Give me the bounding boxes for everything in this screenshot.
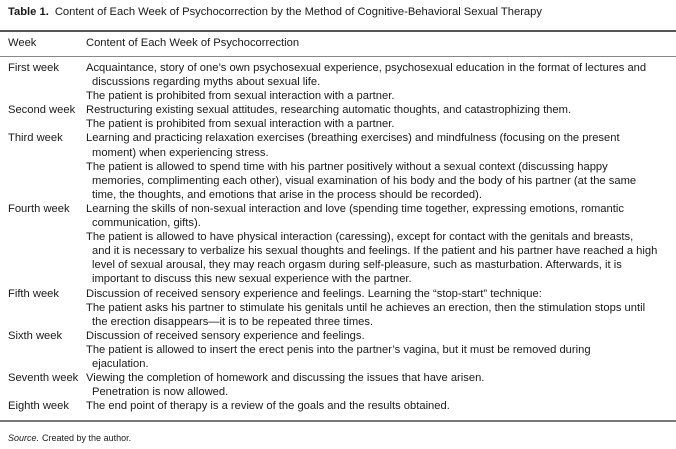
content-line: Restructuring existing sexual attitudes, researching automatic thoughts, and catastrophizing them. bbox=[86, 104, 572, 117]
content-line: Learning and practicing relaxation exercises (breathing exercises) and mindfulness (focusing on the present bbox=[86, 132, 620, 145]
week-cell: Fifth week bbox=[8, 287, 59, 300]
table-caption bbox=[8, 6, 542, 18]
content-cell bbox=[86, 131, 676, 201]
content-cell bbox=[86, 329, 676, 371]
table-row bbox=[0, 287, 676, 329]
content-paragraph bbox=[86, 399, 676, 413]
top-rule bbox=[0, 30, 676, 32]
content-line: memories, complimenting each other), visual examination of his body and the body of his partner (at the same bbox=[92, 174, 637, 187]
content-paragraph bbox=[86, 131, 676, 159]
content-cell bbox=[86, 103, 676, 131]
content-paragraph bbox=[86, 230, 676, 286]
content-paragraph bbox=[86, 202, 676, 230]
content-paragraph bbox=[86, 301, 676, 329]
content-line: The patient is allowed to spend time with his partner positively without a sexual context (discussing happy bbox=[86, 160, 608, 173]
week-cell: First week bbox=[8, 62, 59, 74]
content-line: moment) when experiencing stress. bbox=[92, 146, 269, 159]
content-line: discussions regarding myths about sexual life. bbox=[92, 76, 321, 89]
content-line: Discussion of received sensory experience and feelings. bbox=[86, 329, 365, 342]
content-line: The patient is prohibited from sexual interaction with a partner. bbox=[86, 90, 395, 103]
week-cell: Third week bbox=[8, 132, 63, 145]
week-cell: Seventh week bbox=[8, 372, 79, 385]
table-title: Content of Each Week of Psychocorrection by the Method of Cognitive-Behavioral Sexual Therapy bbox=[54, 6, 542, 18]
content-cell bbox=[86, 61, 676, 103]
bottom-rule bbox=[0, 420, 676, 422]
content-paragraph bbox=[86, 160, 676, 202]
content-line: communication, gifts). bbox=[92, 217, 201, 230]
table-source bbox=[8, 433, 131, 443]
table-row bbox=[0, 202, 676, 287]
header-content: Content of Each Week of Psychocorrection bbox=[86, 37, 300, 49]
content-line: The patient is prohibited from sexual interaction with a partner. bbox=[86, 118, 395, 131]
content-paragraph bbox=[86, 103, 676, 117]
content-line: the erection disappears—it is to be repeated three times. bbox=[92, 315, 374, 328]
week-cell: Second week bbox=[8, 104, 76, 117]
table-row bbox=[0, 371, 676, 399]
content-line: time, the thoughts, and emotions that arise in the process should be recorded). bbox=[92, 188, 482, 201]
content-cell bbox=[86, 399, 676, 413]
content-line: The end point of therapy is a review of the goals and the results obtained. bbox=[86, 400, 450, 413]
week-cell: Fourth week bbox=[8, 202, 70, 215]
content-cell bbox=[86, 371, 676, 399]
table-row bbox=[0, 399, 676, 413]
content-line: Viewing the completion of homework and discussing the issues that have arisen. bbox=[86, 372, 485, 385]
table-row bbox=[0, 61, 676, 103]
content-line: The patient is allowed to have physical interaction (caressing), except for contact with the genitals and breasts, bbox=[86, 231, 634, 244]
content-line: Learning the skills of non-sexual interaction and love (spending time together, expressing emotions, romantic bbox=[86, 202, 624, 215]
content-paragraph bbox=[86, 61, 676, 89]
table-label: Table 1. bbox=[8, 6, 49, 18]
header-rule bbox=[0, 56, 676, 57]
content-paragraph bbox=[86, 371, 676, 399]
content-paragraph bbox=[86, 329, 676, 343]
content-line: Penetration is now allowed. bbox=[92, 386, 229, 399]
header-week: Week bbox=[8, 37, 37, 49]
content-paragraph bbox=[86, 117, 676, 131]
content-paragraph bbox=[86, 287, 676, 301]
content-line: important to discuss this new sexual experience with the partner. bbox=[92, 273, 412, 286]
source-text: Created by the author. bbox=[42, 433, 132, 443]
content-paragraph bbox=[86, 89, 676, 103]
content-line: Discussion of received sensory experience and feelings. Learning the “stop-start” technique: bbox=[86, 287, 542, 300]
content-line: ejaculation. bbox=[92, 357, 149, 370]
table-row bbox=[0, 329, 676, 371]
table-row bbox=[0, 103, 676, 131]
content-cell bbox=[86, 287, 676, 329]
content-paragraph bbox=[86, 343, 676, 371]
table-row bbox=[0, 131, 676, 201]
content-line: Acquaintance, story of one’s own psychosexual experience, psychosexual education in the format of lectures and bbox=[86, 62, 647, 74]
content-line: level of sexual arousal, they may reach orgasm during self-pleasure, such as masturbation. Afterwards, it is bbox=[92, 259, 622, 272]
table-body bbox=[0, 61, 676, 413]
source-label: Source. bbox=[8, 433, 40, 443]
content-line: The patient asks his partner to stimulate his genitals until he achieves an erection, then the stimulation stops until bbox=[86, 301, 646, 314]
content-cell bbox=[86, 202, 676, 287]
content-line: and it is necessary to verbalize his sexual thoughts and feelings. If the patient and his partner have reached a high bbox=[92, 245, 658, 258]
week-cell: Eighth week bbox=[8, 400, 69, 413]
week-cell: Sixth week bbox=[8, 329, 63, 342]
content-line: The patient is allowed to insert the erect penis into the partner’s vagina, but it must be removed during bbox=[86, 343, 591, 356]
